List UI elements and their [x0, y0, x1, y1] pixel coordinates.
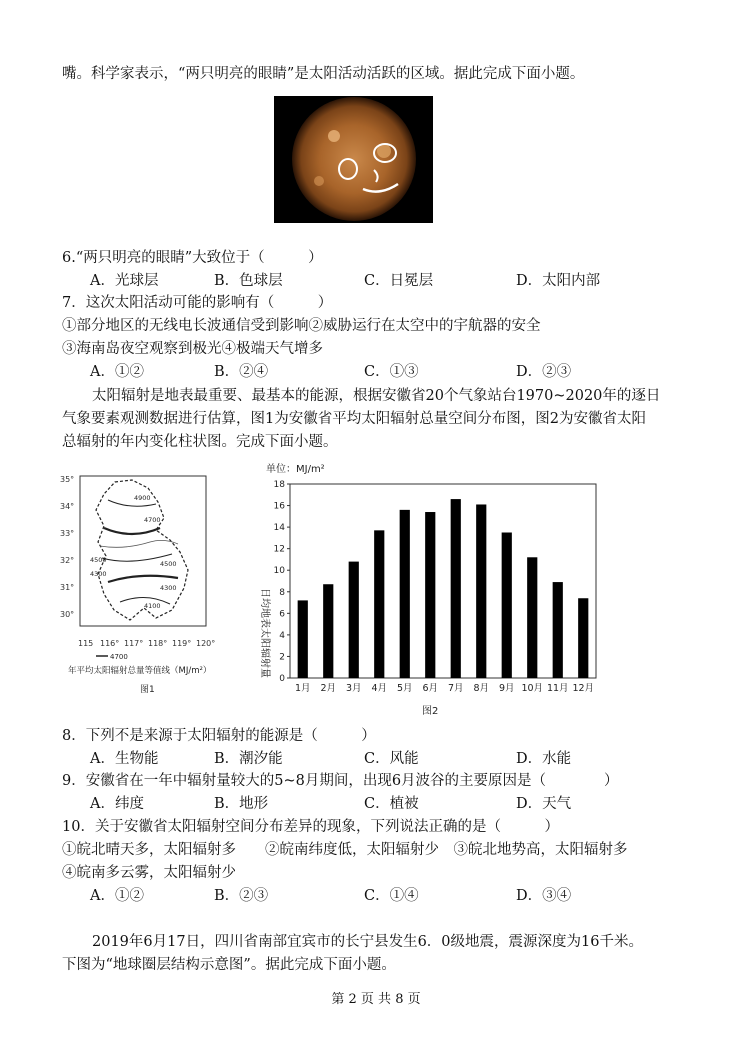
y-tick-label: 2	[279, 652, 285, 663]
q10-option-b: B．②③	[214, 888, 269, 904]
figure-1-map	[60, 470, 240, 700]
lon-label: 115	[78, 639, 94, 648]
contour-line	[104, 528, 160, 534]
bar-1	[298, 600, 308, 678]
bar-5	[400, 510, 410, 678]
lon-label: 117°	[124, 639, 144, 648]
x-tick-label: 10月	[521, 683, 544, 694]
q8-option-c: C．风能	[364, 751, 419, 767]
lon-label: 119°	[172, 639, 192, 648]
x-tick-label: 6月	[422, 683, 439, 694]
legend-text: 年平均太阳辐射总量等值线（MJ/m²）	[68, 666, 212, 676]
bar-8	[476, 504, 486, 678]
contour-label: 4300	[90, 570, 107, 578]
lat-label: 32°	[60, 556, 75, 565]
bar-7	[451, 499, 461, 678]
lat-label: 31°	[60, 583, 75, 592]
y-tick-label: 10	[273, 566, 285, 577]
lat-label: 33°	[60, 529, 75, 538]
q6-option-d: D．太阳内部	[516, 273, 601, 289]
bar-10	[527, 557, 537, 678]
lon-label: 118°	[148, 639, 168, 648]
q10-stem: 10．关于安徽省太阳辐射空间分布差异的现象，下列说法正确的是（ ）	[62, 819, 559, 835]
y-tick-label: 14	[273, 523, 285, 534]
chart-unit-label: 单位：MJ/m²	[266, 464, 325, 475]
passage2-line3: 总辐射的年内变化柱状图。完成下面小题。	[62, 434, 338, 450]
q7-items-2: ③海南岛夜空观察到极光④极端天气增多	[62, 341, 323, 357]
x-tick-label: 5月	[396, 683, 413, 694]
lon-label: 116°	[100, 639, 120, 648]
q8-stem: 8．下列不是来源于太阳辐射的能源是（ ）	[62, 728, 376, 744]
q7-option-d: D．②③	[516, 364, 572, 380]
passage2-line2: 气象要素观测数据进行估算，图1为安徽省平均太阳辐射总量空间分布图，图2为安徽省太阳	[62, 411, 646, 427]
y-tick-label: 16	[273, 501, 285, 512]
q8-option-b: B．潮汐能	[214, 751, 283, 767]
chart-ylabel: 日均地表太阳辐射量	[259, 588, 270, 678]
q7-option-a: A．①②	[90, 364, 144, 380]
q10-option-a: A．①②	[90, 888, 144, 904]
x-tick-label: 4月	[371, 683, 388, 694]
intro-line: 嘴。科学家表示，“两只明亮的眼睛”是太阳活动活跃的区域。据此完成下面小题。	[62, 66, 585, 82]
contour-label: 4900	[134, 494, 151, 502]
q9-option-a: A．纬度	[90, 796, 144, 812]
plot-frame	[290, 484, 596, 678]
x-tick-label: 3月	[345, 683, 362, 694]
x-tick-label: 1月	[294, 683, 311, 694]
bar-11	[553, 582, 563, 678]
fig1-caption: 图1	[140, 685, 155, 695]
passage2-line1: 太阳辐射是地表最重要、最基本的能源，根据安徽省20个气象站台1970~2020年的逐日	[92, 388, 661, 404]
passage3-line2: 下图为“地球圈层结构示意图”。据此完成下面小题。	[62, 957, 396, 973]
x-tick-label: 9月	[498, 683, 515, 694]
passage3-line1: 2019年6月17日，四川省南部宜宾市的长宁县发生6．0级地震，震源深度为16千米。	[92, 934, 643, 950]
bar-12	[578, 598, 588, 678]
bar-2	[323, 584, 333, 678]
q10-option-d: D．③④	[516, 888, 572, 904]
bar-9	[502, 533, 512, 679]
lat-label: 35°	[60, 475, 75, 484]
chart-caption: 图2	[422, 706, 439, 717]
q6-option-a: A．光球层	[90, 273, 159, 289]
q6-option-c: C．日冕层	[364, 273, 434, 289]
q6-stem: 6.“两只明亮的眼睛”大致位于（ ）	[62, 250, 323, 266]
y-tick-label: 4	[279, 630, 285, 641]
legend-value: 4700	[110, 653, 128, 661]
lon-label: 120°	[196, 639, 216, 648]
x-tick-label: 8月	[473, 683, 490, 694]
contour-label: 4300	[160, 584, 177, 592]
q7-option-c: C．①③	[364, 364, 419, 380]
figure-2-chart	[252, 458, 602, 720]
bar-3	[349, 562, 359, 678]
x-tick-label: 11月	[546, 683, 569, 694]
bar-4	[374, 530, 384, 678]
q7-stem: 7．这次太阳活动可能的影响有（ ）	[62, 295, 333, 311]
q6-option-b: B．色球层	[214, 273, 283, 289]
q9-option-d: D．天气	[516, 796, 572, 812]
q8-option-a: A．生物能	[90, 751, 159, 767]
q7-items-1: ①部分地区的无线电长波通信受到影响②威胁运行在太空中的宇航器的安全	[62, 318, 541, 334]
sun-image	[274, 96, 433, 223]
q10-items-1: ①皖北晴天多，太阳辐射多 ②皖南纬度低，太阳辐射少 ③皖北地势高，太阳辐射多	[62, 842, 628, 858]
q7-option-b: B．②④	[214, 364, 269, 380]
contour-label: 4500	[160, 560, 177, 568]
q10-items-2: ④皖南多云雾，太阳辐射少	[62, 865, 236, 881]
contour-line	[108, 576, 178, 582]
y-tick-label: 8	[279, 587, 285, 598]
lat-label: 34°	[60, 502, 75, 511]
y-tick-label: 0	[279, 674, 285, 684]
contour-label: 4700	[144, 516, 161, 524]
q10-option-c: C．①④	[364, 888, 419, 904]
x-tick-label: 7月	[447, 683, 464, 694]
q9-option-b: B．地形	[214, 796, 269, 812]
y-tick-label: 6	[279, 609, 285, 620]
y-tick-label: 12	[273, 544, 285, 555]
x-tick-label: 2月	[320, 683, 337, 694]
contour-label: 4500	[90, 556, 107, 564]
lat-label: 30°	[60, 610, 75, 619]
q9-option-c: C．植被	[364, 796, 419, 812]
bar-6	[425, 512, 435, 678]
contour-label: 4100	[144, 602, 161, 610]
y-tick-label: 18	[273, 480, 285, 490]
river-line	[100, 540, 178, 547]
x-tick-label: 12月	[572, 683, 595, 694]
q8-option-d: D．水能	[516, 751, 572, 767]
q9-stem: 9．安徽省在一年中辐射量较大的5~8月期间，出现6月波谷的主要原因是（ ）	[62, 773, 619, 789]
page-footer: 第 2 页 共 8 页	[331, 992, 421, 1007]
